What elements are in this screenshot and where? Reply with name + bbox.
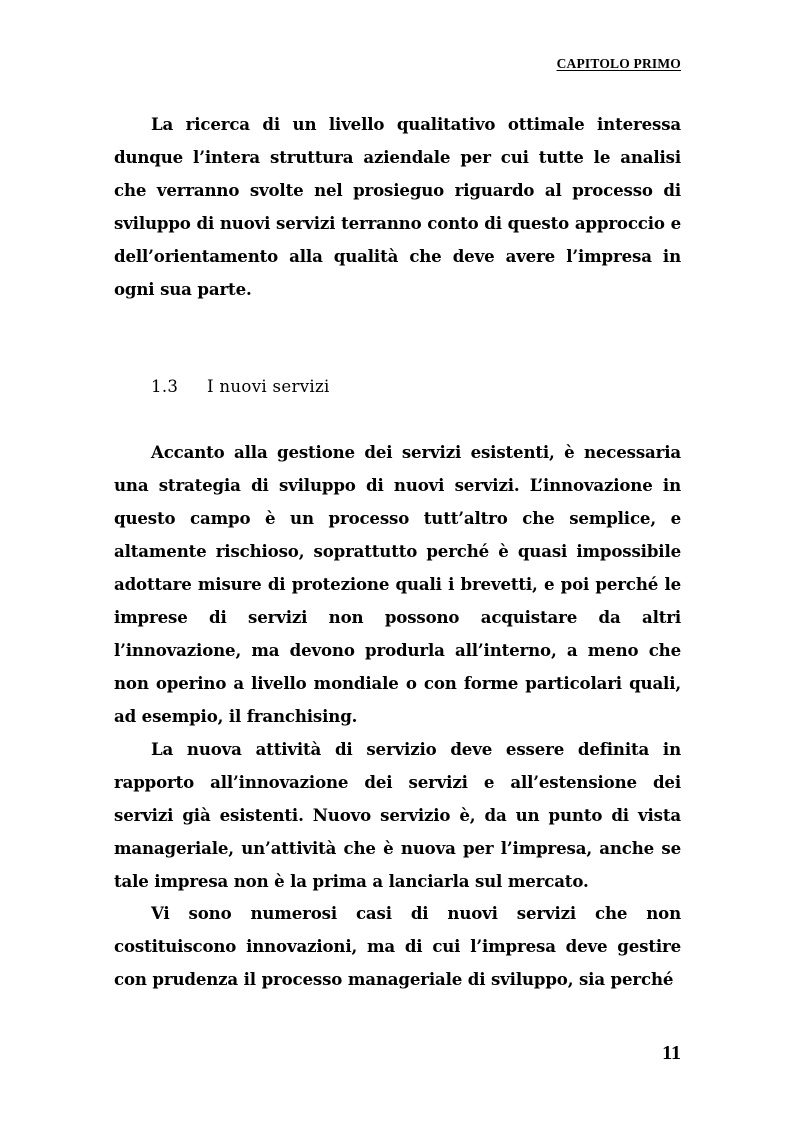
paragraph-new-service-definition: La nuova attività di servizio deve essere definita in rapporto all’innovazione dei servizi e all’estensione dei servizi già esistenti. Nuovo servizio è, da un punto di vista manageriale, un’attività che è nuova per l’impresa, anche se tale impresa non è la prima a lanciarla sul mercato. bbox=[114, 739, 681, 891]
page-number: 11 bbox=[662, 1042, 681, 1064]
paragraph-quality-structure: La ricerca di un livello qualitativo ottimale interessa dunque l’intera struttura aziendale per cui tutte le analisi che verranno svolte nel prosieguo riguardo al processo di sviluppo di nuovi servizi terranno conto di questo approccio e dell’orientamento alla qualità che deve avere l’impresa in ogni sua parte. bbox=[114, 114, 681, 299]
section-title: I nuovi servizi bbox=[207, 377, 330, 396]
running-header: CAPITOLO PRIMO bbox=[556, 56, 681, 71]
section-heading bbox=[151, 374, 330, 400]
paragraph-new-services-cases: Vi sono numerosi casi di nuovi servizi che non costituiscono innovazioni, ma di cui l’impresa deve gestire con prudenza il processo manageriale di sviluppo, sia perché bbox=[114, 903, 681, 989]
paragraph-innovation-strategy: Accanto alla gestione dei servizi esistenti, è necessaria una strategia di sviluppo di nuovi servizi. L’innovazione in questo campo è un processo tutt’altro che semplice, e altamente rischioso, soprattutto perché è quasi impossibile adottare misure di protezione quali i brevetti, e poi perché le imprese di servizi non possono acquistare da altri l’innovazione, ma devono produrla all’interno, a meno che non operino a livello mondiale o con forme particolari quali, ad esempio, il franchising. bbox=[114, 442, 681, 726]
section-number: 1.3 bbox=[151, 377, 179, 396]
